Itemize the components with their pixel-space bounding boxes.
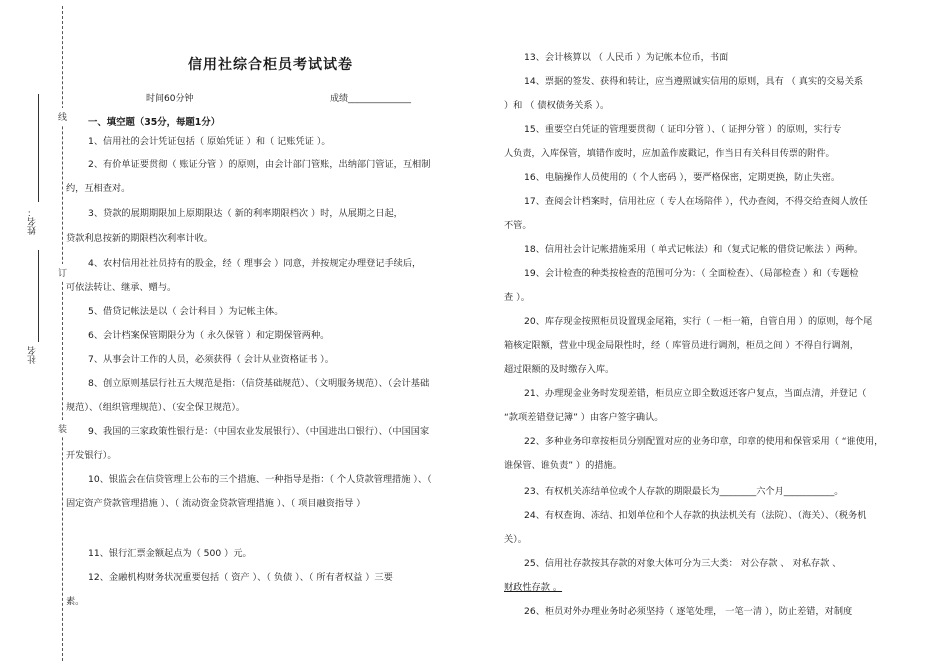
binding-mark-zhuang: 装: [58, 420, 67, 437]
question-line: 开发银行）。: [66, 450, 117, 461]
question-line: 12、金融机构财务状况重要包括（ 资产 ）、（ 负债 ）、（ 所有者权益 ）三要: [88, 572, 393, 583]
question-line: 26、柜员对外办理业务时必须坚持（ 逐笔处理， 一笔一清 ），防止差错，对制度: [524, 606, 853, 617]
question-line: 2、有价单证要贯彻（ 账证分管 ）的原则，由会计部门管账，出纳部门管证，互相制: [88, 159, 431, 170]
question-line: 4、农村信用社社员持有的股金，经（ 理事会 ）同意，并按规定办理登记手续后，: [88, 258, 422, 269]
score-field[interactable]: 成绩______________: [330, 94, 412, 104]
question-line: 查 ）。: [504, 292, 530, 303]
question-line: 关）。: [504, 534, 527, 545]
unit-label: 社名: [28, 346, 38, 364]
question-line: 可依法转让、继承、赠与。: [66, 282, 177, 293]
question-line: 6、会计档案保管期限分为（ 永久保管 ）和定期保管两种。: [88, 330, 330, 341]
question-line: 17、查阅会计档案时，信用社应（ 专人在场陪伴 ），代办查阅，不得交给查阅人放任: [524, 196, 868, 207]
question-line: 规范）、（组织管理规范）、（安全保卫规范）。: [66, 402, 246, 413]
binding-mark-xian: 线: [58, 108, 67, 125]
section-heading: 一、填空题（35分，每题1分）: [88, 117, 221, 128]
question-line: 人负责，入库保管，填错作废时，应加盖作废戳记，作当日有关科目传票的附件。: [504, 148, 835, 159]
question-line: 15、重要空白凭证的管理要贯彻（ 证印分管 ）、（ 证押分管 ）的原则，实行专: [524, 124, 842, 135]
question-line: 1、信用社的会计凭证包括（ 原始凭证 ）和（ 记账凭证 ）。: [88, 136, 331, 147]
question-line: 11、银行汇票金额起点为（ 500 ）元。: [88, 548, 252, 559]
exam-time: 时间60分钟: [146, 94, 194, 104]
question-line: 18、信用社会计记帐措施采用（ 单式记帐法）和（复式记帐的借贷记帐法 ）两种。: [524, 244, 864, 255]
question-line: 14、票据的签发、获得和转让，应当遵照诚实信用的原则，具有 （ 真实的交易关系: [524, 76, 864, 87]
question-line: ）和 （ 债权债务关系 ）。: [504, 100, 610, 111]
question-line: 财政性存款 。: [504, 582, 563, 593]
question-line: 5、借贷记帐法是以（ 会计科目 ）为记帐主体。: [88, 306, 284, 317]
question-line: 19、会计检查的种类按检查的范围可分为：（ 全面检查）、（局部检查 ）和（专题检: [524, 268, 859, 279]
question-line: 不管。: [504, 220, 532, 231]
question-line: 21、办理现金业务时发现差错，柜员应立即全数返还客户复点，当面点清，并登记（: [524, 388, 867, 399]
question-line: 23、有权机关冻结单位或个人存款的期限最长为________六个月___________。: [524, 486, 844, 497]
question-line: 9、我国的三家政策性银行是：（中国农业发展银行）、（中国进出口银行）、（中国国家: [88, 426, 430, 437]
question-line: 24、有权查询、冻结、扣划单位和个人存款的执法机关有（法院）、（海关）、（税务机: [524, 510, 867, 521]
exam-title: 信用社综合柜员考试试卷: [188, 57, 353, 73]
question-line: 约，互相查对。: [66, 183, 131, 194]
question-line: 16、电脑操作人员使用的（ 个人密码 ），要严格保密，定期更换，防止失密。: [524, 172, 841, 183]
right-column: [500, 0, 950, 672]
question-line: 25、信用社存款按其存款的对象大体可分为三大类： 对公存款 、 对私存款 、: [524, 558, 842, 569]
question-line: 7、从事会计工作的人员，必须获得（ 会计从业资格证书 ）。: [88, 354, 334, 365]
question-line: 谁保管、谁负责” ）的措施。: [504, 460, 622, 471]
question-line: 贷款利息按新的期限档次利率计收。: [66, 233, 213, 244]
name-label: 姓名：: [28, 208, 38, 235]
question-line: 3、贷款的展期期限加上原期限达（ 新的利率期限档次 ）时，从展期之日起，: [88, 208, 403, 219]
question-line: 13、会计核算以 （ 人民币 ）为记帐本位币，书面: [524, 52, 729, 63]
question-line: 8、创立原则基层行社五大规范是指：（信贷基础规范）、（文明服务规范）、（会计基础: [88, 378, 430, 389]
question-line: 20、库存现金按照柜员设置现金尾箱，实行（ 一柜一箱，自管自用 ）的原则，每个尾: [524, 316, 873, 327]
binding-mark-ding: 订: [58, 264, 67, 281]
question-line: 素。: [66, 596, 85, 607]
question-line: 超过限额的及时缴存入库。: [504, 364, 615, 375]
question-line: 10、银监会在信贷管理上公布的三个措施、一种指导是指：（ 个人贷款管理措施 ）、（: [88, 474, 432, 485]
question-line: 固定资产贷款管理措施 ）、（ 流动资金贷款管理措施 ）、（ 项目融资指导 ）: [66, 498, 366, 509]
question-line: 22、多种业务印章按柜员分别配置对应的业务印章，印章的使用和保管采用（ “谁使用，: [524, 436, 884, 447]
question-line: “款项差错登记簿” ）由客户签字确认。: [504, 412, 664, 423]
question-line: 箱核定限额，营业中现金局限性时，经（ 库管员进行调剂，柜员之间 ）不得自行调剂，: [504, 340, 859, 351]
